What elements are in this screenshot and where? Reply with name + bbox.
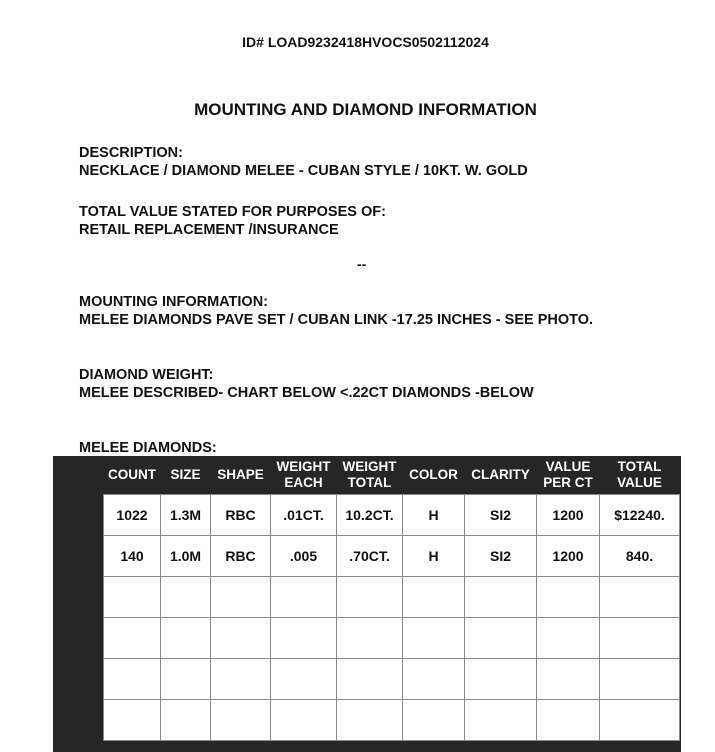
cell-clarity: SI2 [465, 495, 537, 536]
melee-diamonds-table [103, 456, 680, 741]
cell-clarity: SI2 [465, 536, 537, 577]
cell-shape: RBC [211, 495, 271, 536]
cell-color [403, 618, 465, 659]
cell-weight-each: .01CT. [271, 495, 337, 536]
cell-shape [211, 700, 271, 741]
cell-clarity [465, 577, 537, 618]
cell-size [161, 659, 211, 700]
col-header-shape: SHAPE [211, 456, 271, 495]
cell-count: 140 [104, 536, 161, 577]
table-row [104, 536, 680, 577]
cell-weight-each [271, 577, 337, 618]
cell-value-per-ct [537, 618, 600, 659]
page-title: MOUNTING AND DIAMOND INFORMATION [194, 100, 537, 119]
cell-total-value [600, 618, 680, 659]
cell-weight-total [337, 618, 403, 659]
cell-weight-total [337, 700, 403, 741]
mounting-value: MELEE DIAMONDS PAVE SET / CUBAN LINK -17.25 INCHES - SEE PHOTO. [79, 312, 594, 328]
col-header-clarity: CLARITY [465, 456, 537, 495]
cell-color: H [403, 495, 465, 536]
cell-weight-each [271, 700, 337, 741]
cell-weight-each [271, 618, 337, 659]
cell-total-value: 840. [600, 536, 680, 577]
cell-clarity [465, 659, 537, 700]
cell-size [161, 618, 211, 659]
table-row [104, 659, 680, 700]
cell-size [161, 700, 211, 741]
cell-shape [211, 618, 271, 659]
cell-total-value [600, 659, 680, 700]
cell-weight-total: 10.2CT. [337, 495, 403, 536]
col-header-weight-each: WEIGHT EACH [271, 456, 337, 495]
cell-color: H [403, 536, 465, 577]
col-header-value-per-ct: VALUE PER CT [537, 456, 600, 495]
cell-clarity [465, 618, 537, 659]
cell-total-value [600, 700, 680, 741]
cell-total-value [600, 577, 680, 618]
cell-value-per-ct [537, 577, 600, 618]
cell-shape: RBC [211, 536, 271, 577]
value-purpose-label: TOTAL VALUE STATED FOR PURPOSES OF: [79, 204, 386, 220]
col-header-weight-total: WEIGHT TOTAL [337, 456, 403, 495]
col-header-total-value: TOTAL VALUE [600, 456, 680, 495]
separator: -- [357, 256, 367, 272]
cell-count [104, 700, 161, 741]
cell-shape [211, 577, 271, 618]
description-value: NECKLACE / DIAMOND MELEE - CUBAN STYLE / 10KT. W. GOLD [79, 163, 528, 179]
table-row [104, 495, 680, 536]
cell-total-value: $12240. [600, 495, 680, 536]
table-header-row [104, 456, 680, 495]
cell-value-per-ct [537, 659, 600, 700]
description-label: DESCRIPTION: [79, 145, 183, 161]
cell-clarity [465, 700, 537, 741]
cell-value-per-ct [537, 700, 600, 741]
cell-count [104, 618, 161, 659]
table-row [104, 577, 680, 618]
cell-color [403, 659, 465, 700]
cell-count [104, 577, 161, 618]
diamond-weight-value: MELEE DESCRIBED- CHART BELOW <.22CT DIAMONDS -BELOW [79, 385, 534, 401]
value-purpose-value: RETAIL REPLACEMENT /INSURANCE [79, 222, 339, 238]
cell-value-per-ct: 1200 [537, 495, 600, 536]
cell-value-per-ct: 1200 [537, 536, 600, 577]
diamond-weight-label: DIAMOND WEIGHT: [79, 367, 214, 383]
cell-weight-total [337, 659, 403, 700]
document-id: ID# LOAD9232418HVOCS0502112024 [242, 34, 489, 50]
table-row [104, 618, 680, 659]
melee-diamonds-label: MELEE DIAMONDS: [79, 440, 217, 456]
melee-table-frame [53, 456, 681, 752]
cell-color [403, 700, 465, 741]
col-header-size: SIZE [161, 456, 211, 495]
cell-weight-each [271, 659, 337, 700]
table-row [104, 700, 680, 741]
cell-weight-each: .005 [271, 536, 337, 577]
cell-weight-total: .70CT. [337, 536, 403, 577]
cell-shape [211, 659, 271, 700]
cell-size [161, 577, 211, 618]
cell-color [403, 577, 465, 618]
mounting-label: MOUNTING INFORMATION: [79, 294, 269, 310]
cell-count [104, 659, 161, 700]
cell-size: 1.3M [161, 495, 211, 536]
cell-size: 1.0M [161, 536, 211, 577]
col-header-count: COUNT [104, 456, 161, 495]
cell-weight-total [337, 577, 403, 618]
cell-count: 1022 [104, 495, 161, 536]
col-header-color: COLOR [403, 456, 465, 495]
